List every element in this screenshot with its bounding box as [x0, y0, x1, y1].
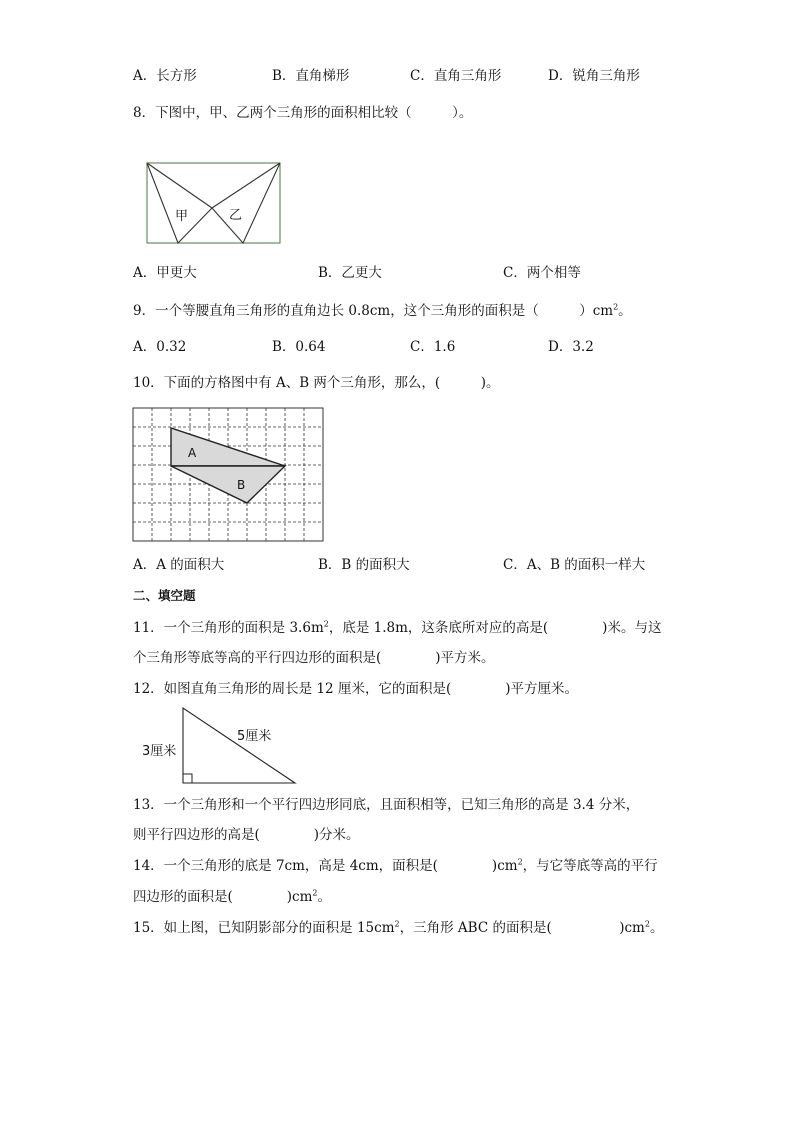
- q14-line2-text: 四边形的面积是( )cm: [133, 889, 313, 905]
- q13-line1: 13．一个三角形和一个平行四边形同底，且面积相等，已知三角形的高是 3.4 分米，: [133, 797, 640, 813]
- q8-rectangle: [147, 163, 280, 243]
- q11-line1: [133, 619, 661, 637]
- q9-option-d: D．3.2: [548, 339, 594, 355]
- q10-label-b: B: [237, 478, 246, 492]
- q10-option-b: B．B 的面积大: [318, 557, 410, 573]
- q8-diagonal-left: [147, 163, 212, 208]
- q9-stem: [133, 302, 632, 320]
- q15-stem-mid: ，三角形 ABC 的面积是( )cm: [399, 920, 645, 936]
- q8-label-jia: 甲: [175, 209, 189, 224]
- q12-right-angle-mark: [183, 774, 192, 783]
- section-fill-in-title: 二、填空题: [133, 588, 196, 603]
- q11-line2: 个三角形等底等高的平行四边形的面积是( )平方米。: [133, 650, 495, 666]
- q15-stem-text: 15．如上图，已知阴影部分的面积是 15cm: [133, 920, 395, 936]
- q9-stem-end: 。: [618, 303, 632, 319]
- q8-option-c: C．两个相等: [503, 265, 581, 281]
- q14-line2-rest: 。: [317, 889, 331, 905]
- q10-label-a: A: [188, 446, 197, 460]
- q7-option-b: B．直角梯形: [272, 68, 350, 84]
- q11-line1-sup: 2: [323, 619, 329, 629]
- q12-right-triangle: [183, 708, 295, 783]
- q8-figure: [140, 155, 290, 250]
- q9-option-c: C．1.6: [410, 339, 456, 355]
- q10-option-a: A．A 的面积大: [133, 557, 225, 573]
- q14-line1: [133, 857, 658, 875]
- q14-line2-sup: 2: [312, 888, 318, 898]
- q11-line1-text: 11．一个三角形的面积是 3.6m: [133, 620, 324, 636]
- q8-stem: 8．下图中，甲、乙两个三角形的面积相比较（ ）。: [133, 105, 473, 121]
- q14-line1-rest: ，与它等底等高的平行: [522, 858, 658, 874]
- q12-stem: 12．如图直角三角形的周长是 12 厘米，它的面积是( )平方厘米。: [133, 681, 578, 697]
- q11-line1-rest: ，底是 1.8m，这条底所对应的高是( )米。与这: [328, 620, 662, 636]
- q9-stem-sup: 2: [613, 302, 619, 312]
- q7-option-a: A．长方形: [133, 68, 197, 84]
- q8-triangle-yi: [212, 163, 280, 243]
- q8-label-yi: 乙: [229, 208, 243, 223]
- q13-line2: 则平行四边形的高是( )分米。: [133, 827, 360, 843]
- q15-stem: [133, 919, 663, 937]
- q14-line1-sup: 2: [517, 857, 523, 867]
- q14-line1-text: 14．一个三角形的底是 7cm，高是 4cm，面积是( )cm: [133, 858, 518, 874]
- q10-triangle-b: [171, 466, 285, 503]
- q15-stem-end: 。: [649, 920, 664, 936]
- q12-label-side: 3厘米: [142, 744, 177, 759]
- q7-option-d: D．锐角三角形: [548, 68, 640, 84]
- q10-stem: 10．下面的方格图中有 A、B 两个三角形，那么，( )。: [133, 375, 500, 391]
- q14-line2: [133, 888, 331, 906]
- q9-option-a: A．0.32: [133, 339, 187, 355]
- q8-triangle-jia: [147, 163, 212, 243]
- q7-option-c: C．直角三角形: [410, 68, 502, 84]
- q8-option-a: A．甲更大: [133, 265, 197, 281]
- q12-label-hypotenuse: 5厘米: [237, 729, 272, 744]
- q10-option-c: C．A、B 的面积一样大: [503, 557, 646, 573]
- q8-option-b: B．乙更大: [318, 265, 382, 281]
- q10-grid-figure: [133, 408, 325, 544]
- q15-stem-sup2: 2: [644, 919, 650, 929]
- q15-stem-sup1: 2: [394, 919, 400, 929]
- q9-stem-text: 9．一个等腰直角三角形的直角边长 0.8cm，这个三角形的面积是（ ）cm: [133, 303, 614, 319]
- q9-option-b: B．0.64: [272, 339, 326, 355]
- q12-figure: [140, 705, 305, 787]
